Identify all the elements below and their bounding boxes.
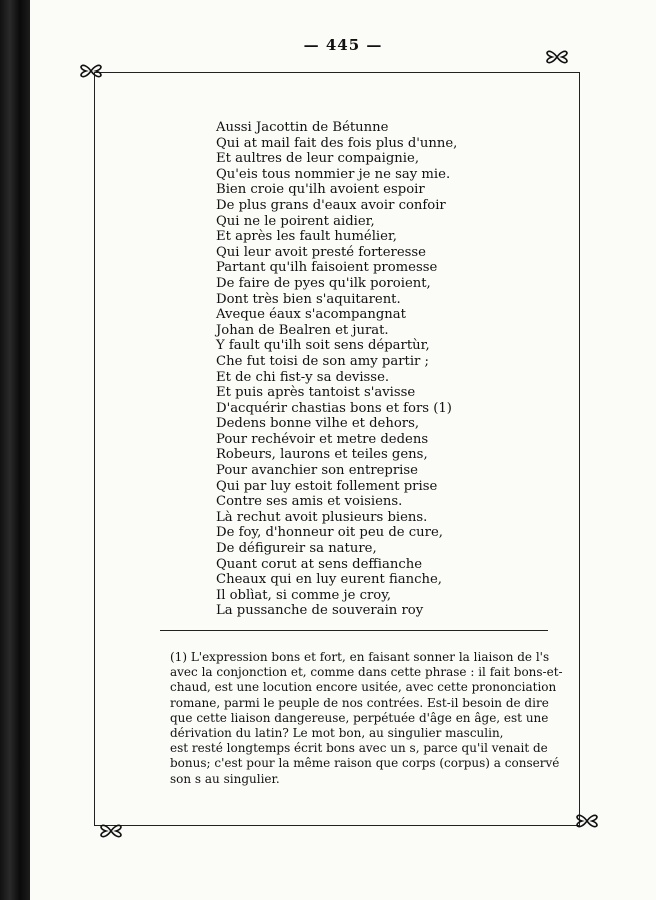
poem-line: Et aultres de leur compaignie, <box>216 151 420 167</box>
poem-line: Qu'eis tous nommier je ne say mie. <box>216 166 451 182</box>
page-number: — 445 — <box>303 36 383 54</box>
poem-line: Qui par luy estoit follement prise <box>216 478 438 494</box>
poem-line: Aussi Jacottin de Bétunne <box>216 120 389 135</box>
footnote-line: dérivation du latin? Le mot bon, au singulier masculin, <box>170 726 504 741</box>
poem-line: Bien croie qu'ilh avoient espoir <box>216 182 425 198</box>
poem-line: D'acquérir chastias bons et fors (1) <box>216 400 452 416</box>
poem-line: Aveque éaux s'acompangnat <box>216 307 406 323</box>
poem <box>216 120 536 619</box>
poem-line: Qui leur avoit presté forteresse <box>216 244 426 260</box>
footnote-line: romane, parmi le peuple de nos contrées. Est-il besoin de dire <box>170 695 549 710</box>
poem-line: Partant qu'ilh faisoient promesse <box>216 260 438 276</box>
footnote-line: (1) L'expression bons et fort, en faisant sonner la liaison de l's <box>170 650 550 664</box>
poem-line: De plus grans d'eaux avoir confoir <box>216 197 446 213</box>
poem-line: Qui at mail fait des fois plus d'unne, <box>216 135 458 151</box>
poem-line: Et après les fault humélier, <box>216 229 397 245</box>
poem-line: De défigureir sa nature, <box>216 541 377 557</box>
footnote-line: chaud, est une locution encore usitée, avec cette prononciation <box>170 680 557 695</box>
poem-line: Pour rechévoir et metre dedens <box>216 431 429 447</box>
poem-line: Dedens bonne vilhe et dehors, <box>216 416 420 432</box>
footnote-line: bonus; c'est pour la même raison que corps (corpus) a conservé <box>170 756 560 771</box>
footnote-line: avec la conjonction et, comme dans cette phrase : il fait bons-et- <box>170 665 563 680</box>
poem-line: Et de chi fist-y sa devisse. <box>216 369 390 385</box>
poem-line: Contre ses amis et voisiens. <box>216 494 403 510</box>
footnote-separator <box>160 630 548 631</box>
corner-ornament-top-left <box>78 58 104 84</box>
footnote <box>170 650 563 787</box>
poem-line: Pour avanchier son entreprise <box>216 463 418 479</box>
poem-line: Che fut toisi de son amy partir ; <box>216 353 429 369</box>
footnote-line: son s au singulier. <box>170 771 280 786</box>
poem-line: Robeurs, laurons et teiles gens, <box>216 447 428 463</box>
poem-line: De faire de pyes qu'ilk poroient, <box>216 275 431 291</box>
poem-line: Y fault qu'ilh soit sens départùr, <box>216 338 430 354</box>
poem-line: De foy, d'honneur oit peu de cure, <box>216 525 443 541</box>
poem-line: Johan de Bealren et jurat. <box>216 322 389 338</box>
corner-ornament-top-right <box>544 44 570 70</box>
book-page <box>30 0 656 900</box>
corner-ornament-bottom-left <box>98 818 124 844</box>
poem-line: La pussanche de souverain roy <box>216 603 424 619</box>
poem-line: Dont très bien s'aquitarent. <box>216 291 401 307</box>
corner-ornament-bottom-right <box>574 808 600 834</box>
poem-line: Quant corut at sens deffianche <box>216 556 423 572</box>
footnote-line: est resté longtemps écrit bons avec un s, parce qu'il venait de <box>170 741 548 756</box>
book-spine <box>0 0 30 900</box>
poem-line: Et puis après tantoist s'avisse <box>216 385 416 401</box>
poem-line: Cheaux qui en luy eurent fianche, <box>216 572 442 588</box>
poem-line: Il oblìat, si comme je croy, <box>216 587 392 603</box>
poem-line: Là rechut avoit plusieurs biens. <box>216 509 428 525</box>
footnote-line: que cette liaison dangereuse, perpétuée d'âge en âge, est une <box>170 710 549 725</box>
poem-line: Qui ne le poirent aidier, <box>216 213 375 229</box>
